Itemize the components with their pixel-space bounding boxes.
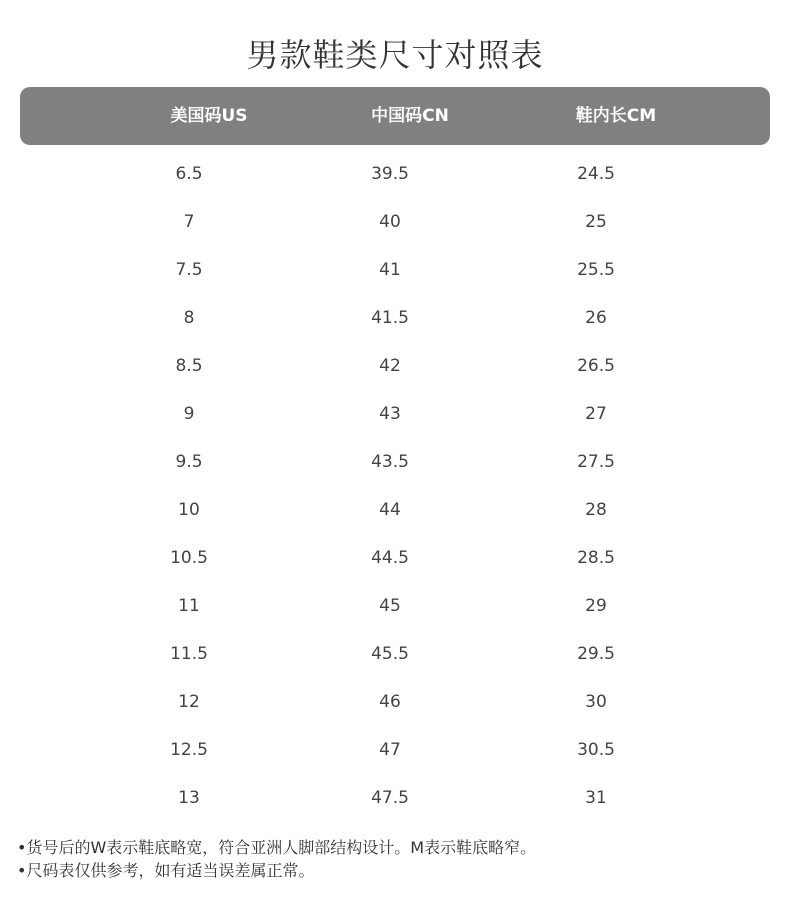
note-width: •货号后的W表示鞋底略宽，符合亚洲人脚部结构设计。M表示鞋底略窄。: [17, 838, 537, 857]
table-row: [0, 342, 790, 390]
cell-us-size: 6.5: [175, 164, 203, 184]
note-disclaimer: •尺码表仅供参考，如有适当误差属正常。: [17, 861, 315, 880]
cell-us-size: 10.5: [170, 548, 208, 568]
cell-cn-size: 43.5: [371, 452, 409, 472]
table-row: [0, 246, 790, 294]
cell-foot-length: 27: [585, 404, 607, 424]
cell-us-size: 11.5: [170, 644, 208, 664]
cell-cn-size: 44.5: [371, 548, 409, 568]
table-row: [0, 438, 790, 486]
cell-foot-length: 25.5: [577, 260, 615, 280]
cell-foot-length: 29.5: [577, 644, 615, 664]
notes: [17, 836, 536, 882]
cell-foot-length: 26.5: [577, 356, 615, 376]
cell-cn-size: 45.5: [371, 644, 409, 664]
cell-us-size: 12.5: [170, 740, 208, 760]
table-row: [0, 150, 790, 198]
cell-us-size: 13: [178, 788, 200, 808]
table-row: [0, 582, 790, 630]
table-body: [0, 150, 790, 822]
header-foot-length: 鞋内长CM: [575, 106, 657, 126]
cell-cn-size: 40: [379, 212, 401, 232]
cell-foot-length: 27.5: [577, 452, 615, 472]
table-row: [0, 534, 790, 582]
cell-foot-length: 30.5: [577, 740, 615, 760]
cell-cn-size: 42: [379, 356, 401, 376]
table-header: [20, 87, 770, 145]
cell-us-size: 7.5: [175, 260, 203, 280]
cell-cn-size: 44: [379, 500, 401, 520]
table-row: [0, 774, 790, 822]
cell-cn-size: 46: [379, 692, 401, 712]
table-row: [0, 390, 790, 438]
cell-us-size: 8.5: [175, 356, 203, 376]
cell-us-size: 11: [178, 596, 200, 616]
cell-us-size: 10: [178, 500, 200, 520]
cell-foot-length: 30: [585, 692, 607, 712]
cell-foot-length: 29: [585, 596, 607, 616]
cell-foot-length: 28: [585, 500, 607, 520]
cell-us-size: 7: [183, 212, 195, 232]
cell-us-size: 12: [178, 692, 200, 712]
cell-us-size: 9.5: [175, 452, 203, 472]
cell-cn-size: 41: [379, 260, 401, 280]
header-cn-size: 中国码CN: [371, 106, 449, 126]
table-row: [0, 294, 790, 342]
cell-foot-length: 26: [585, 308, 607, 328]
cell-cn-size: 41.5: [371, 308, 409, 328]
cell-us-size: 9: [183, 404, 195, 424]
cell-cn-size: 47: [379, 740, 401, 760]
header-us-size: 美国码US: [170, 106, 248, 126]
cell-cn-size: 45: [379, 596, 401, 616]
table-row: [0, 726, 790, 774]
table-row: [0, 630, 790, 678]
cell-foot-length: 24.5: [577, 164, 615, 184]
page-title: 男款鞋类尺寸对照表: [246, 36, 544, 74]
cell-foot-length: 31: [585, 788, 607, 808]
cell-cn-size: 43: [379, 404, 401, 424]
cell-cn-size: 39.5: [371, 164, 409, 184]
table-row: [0, 678, 790, 726]
cell-foot-length: 28.5: [577, 548, 615, 568]
cell-foot-length: 25: [585, 212, 607, 232]
cell-us-size: 8: [183, 308, 195, 328]
table-row: [0, 198, 790, 246]
table-row: [0, 486, 790, 534]
cell-cn-size: 47.5: [371, 788, 409, 808]
